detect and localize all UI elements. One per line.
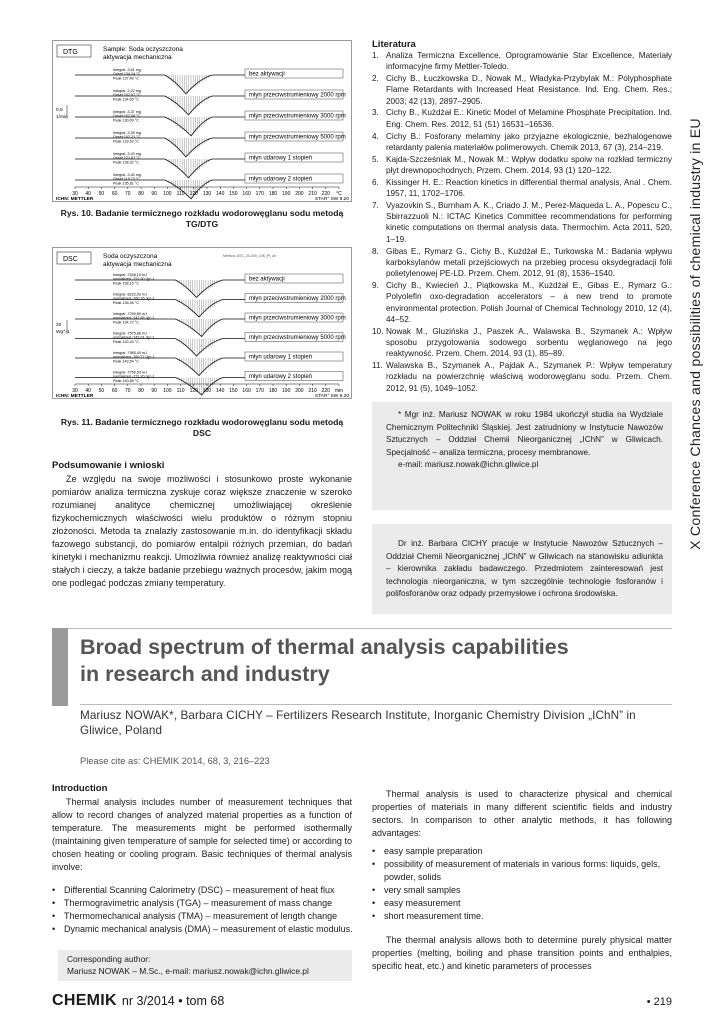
- technique-item-text: Differential Scanning Calorimetry (DSC) – measurement of heat flux: [64, 885, 335, 895]
- instrument-logo: ICHN: METTLER: [56, 394, 94, 399]
- x-tick-label: 100: [163, 191, 172, 197]
- annotation-peak: Peak 143,54 °C: [113, 359, 139, 364]
- advantage-item: [372, 845, 672, 858]
- literature-title: Literatura: [372, 39, 416, 50]
- advantage-item-text: very small samples: [384, 885, 461, 895]
- literature-list: [372, 50, 672, 394]
- x-tick-label: 60: [111, 388, 118, 394]
- software-label: STAR° SW 9.20: [314, 394, 349, 399]
- x-tick-label: 190: [282, 388, 291, 394]
- annotation-peak: Peak 140,89 °C: [113, 378, 139, 383]
- bio-nowak-text: * Mgr inż. Mariusz NOWAK w roku 1984 ukończył studia na Wydziale Chemicznym Politechniki Śląskiej. Jest zatrudniony w Instytucie Nawozów Sztucznych – Oddział Chemii Nieorganicznej „IChN” w Gliwicach. Specjalność – analiza termiczna, procesy membranowe.: [386, 410, 663, 457]
- annotation-integral: Integral -3,37 mg: [113, 110, 141, 114]
- reference-item: [372, 73, 672, 107]
- x-tick-label: 200: [295, 388, 304, 394]
- x-tick-label: 120: [189, 191, 198, 197]
- bullet-icon: •: [372, 846, 376, 856]
- annotation-onset: Onset 121,87 °C: [113, 156, 141, 161]
- bio-nowak: [372, 402, 672, 510]
- x-tick-label: 180: [268, 388, 278, 394]
- x-tick-label: 140: [216, 388, 225, 394]
- x-tick-label: 180: [268, 191, 278, 197]
- bullet-icon: •: [372, 911, 376, 921]
- annotation-normalized: normalized -760,77 Jg^-1: [113, 355, 155, 360]
- advantage-item: [372, 858, 672, 884]
- x-tick-label: °C: [336, 191, 342, 197]
- right-intro-text: Thermal analysis is used to characterize physical and chemical properties of materials in many different scientific fields and industry sectors. In comparison to other analytic methods, it has following advantages:: [372, 789, 672, 838]
- figure-11-caption: Rys. 11. Badanie termicznego rozkładu wodorowęglanu sodu metodą DSC: [60, 417, 344, 438]
- reference-number: 5.: [372, 154, 379, 164]
- advantages-list: [372, 845, 672, 923]
- reference-text: Gibas E., Rymarz G., Cichy B., Kużdżał E., Turkowska M.: Badania wpływu karboksylanów metali przejściowych na przebieg procesu oksydegradacji folii polietylenowej PE-LD. Przem. Chem. 2012, 91 (8), 1536–1540.: [386, 246, 672, 279]
- technique-item: [52, 910, 357, 923]
- english-title-block: [52, 628, 672, 706]
- annotation-onset: Onset 102,06 °C: [113, 114, 141, 119]
- title-accent-bar: [52, 628, 68, 706]
- row-label: młyn przeciwstrumieniowy 3000 rpm: [249, 315, 346, 322]
- reference-text: Walawska B., Szymanek A., Pajdak A., Szymanek P.: Wpływ temperatury rozkładu na powierzchnię właściwą wodorowęglanu sodu. Przem. Chem. 2012, 91 (5), 1049–1052.: [386, 361, 672, 393]
- reference-number: 8.: [372, 246, 379, 256]
- x-tick-label: 80: [138, 388, 144, 394]
- reference-item: [372, 154, 672, 177]
- x-tick-label: 110: [176, 388, 185, 394]
- footer-page-number: • 219: [646, 996, 672, 1008]
- bullet-icon: •: [52, 924, 56, 934]
- annotation-integral: Integral -3,61 mg: [113, 68, 141, 72]
- row-label: młyn udarowy 1 stopień: [249, 354, 313, 361]
- row-label: młyn przeciwstrumieniowy 3000 rpm: [249, 113, 346, 120]
- x-tick-label: 220: [321, 191, 330, 197]
- row-label: młyn udarowy 2 stopień: [249, 374, 313, 380]
- summary-text: Ze względu na swoje możliwości i stosunkowo proste wykonanie pomiarów analiza termiczna zyskuje coraz większe znaczenie w szeroko rozumianej analityce chemicznej umożliwiającej określenie fizykochemicznych właściwości wielu produktów o różnym stopniu złożoności. Metoda ta znalazły zastosowanie m.in. do identyfikacji składu fazowego substancji, do pomiarów entalpii różnych przemian, do badań kinetyki i mechanizmu reakcji. Umożliwia również analizę reaktywności ciał stałych i cieczy, a także badanie przebiegu ważnych procesów, jakim mogą one podlegać podczas zmiany temperatury.: [52, 474, 352, 588]
- reference-text: Kissinger H. E.: Reaction kinetics in differential thermal analysis, Anal . Chem. 1957, 11, 1702–1706.: [386, 177, 672, 199]
- side-banner-text: X Conference Chances and possibilities of chemical industry in EU: [688, 118, 704, 550]
- instrument-logo: ICHN: METTLER: [56, 197, 94, 202]
- x-tick-label: 190: [282, 191, 291, 197]
- advantage-item-text: short measurement time.: [384, 911, 484, 921]
- row-label: młyn udarowy 1 stopień: [249, 155, 313, 162]
- reference-number: 1.: [372, 51, 379, 60]
- technique-item-text: Thermomechanical analysis (TMA) – measurement of length change: [64, 911, 338, 921]
- sample-label-2: aktywacja mechaniczna: [103, 261, 172, 268]
- reference-number: 6.: [372, 177, 379, 187]
- x-tick-label: 150: [229, 191, 238, 197]
- footer-issue: nr 3/2014 • tom 68: [121, 994, 225, 1008]
- annotation-integral: Integral -7290,80 mJ: [113, 312, 147, 316]
- x-tick-label: 90: [151, 191, 157, 197]
- corresponding-author-title: Corresponding author:: [67, 954, 151, 964]
- y-axis-unit: 1/min: [56, 115, 68, 120]
- annotation-onset: Onset 102,31 °C: [113, 135, 141, 140]
- mode-label: DTG: [63, 49, 78, 56]
- advantage-item-text: possibility of measurement of materials in various forms: liquids, gels, powder, solids: [384, 859, 661, 882]
- bullet-icon: •: [52, 898, 56, 908]
- row-label: bez aktywacji: [249, 71, 285, 78]
- annotation-integral: Integral -3,40 mg: [113, 173, 141, 177]
- x-tick-label: 100: [163, 388, 172, 394]
- corresponding-author-text: Mariusz NOWAK – M.Sc., e-mail: mariusz.nowak@ichn.gliwice.pl: [67, 965, 309, 976]
- sample-label: Sample: Soda oczyszczona: [103, 46, 183, 53]
- annotation-peak: Peak 133,40 °C: [113, 339, 139, 344]
- x-tick-label: min: [334, 388, 344, 394]
- x-tick-label: 70: [125, 191, 131, 197]
- figure-tg-dtg: [52, 40, 352, 202]
- advantage-item: [372, 910, 672, 923]
- english-title: [80, 634, 569, 688]
- reference-item: [372, 177, 672, 200]
- dsc-chart: [53, 248, 352, 399]
- reference-number: 9.: [372, 280, 379, 290]
- x-tick-label: 130: [202, 191, 212, 197]
- row-label: młyn przeciwstrumieniowy 5000 rpm: [249, 335, 346, 341]
- x-tick-label: 130: [202, 388, 212, 394]
- reference-item: [372, 280, 672, 325]
- bullet-icon: •: [372, 859, 376, 869]
- advantage-item-text: easy sample preparation: [384, 846, 483, 856]
- x-tick-label: 110: [176, 191, 185, 197]
- techniques-list: [52, 884, 357, 936]
- technique-item-text: Dynamic mechanical analysis (DMA) – measurement of elastic modulus.: [64, 924, 353, 934]
- annotation-peak: Peak 134,72 °C: [113, 320, 139, 325]
- side-banner: [681, 34, 711, 634]
- footer-brand: CHEMIK: [52, 992, 117, 1009]
- annotation-peak: Peak 129,52 °C: [113, 139, 139, 144]
- annotation-peak: Peak 134,65 °C: [113, 97, 139, 102]
- reference-number: 3.: [372, 108, 379, 118]
- x-tick-label: 160: [242, 191, 251, 197]
- row-label: młyn udarowy 2 stopień: [249, 176, 313, 183]
- reference-item: [372, 131, 672, 154]
- reference-text: Cichy B., Łuczkowska D., Nowak M., Władyka-Przybylak M.: Polyphosphate Flame Retardants with Increased Heat Resistance. Ind. Eng. Chem. Res.; 2003; 42 (13), 2897–2905.: [386, 74, 672, 106]
- row-label: bez aktywacji: [249, 276, 285, 283]
- annotation-peak: Peak 130,09 °C: [113, 118, 139, 123]
- y-axis-unit: Wg^-1: [56, 330, 70, 335]
- reference-text: Nowak M., Gluzińska J., Paszek A., Walawska B., Szymanek A.: Wpływ sposobu przygotowania sodowego sorbentu węglanowego na jego reaktywność. Przem. Chem. 2014, 93 (1), 85–89.: [386, 326, 672, 359]
- x-tick-label: 70: [125, 388, 131, 394]
- reference-number: 2.: [372, 74, 379, 84]
- software-label: STAR° SW 9.20: [314, 197, 349, 202]
- x-tick-label: 40: [85, 191, 91, 197]
- bio-cichy-text: Dr inż. Barbara CICHY pracuje w Instytucie Nawozów Sztucznych – Oddział Chemii Nieorganicznej „IChN” w Gliwicach na stanowisku adiunkta – kierownika zakładu badawczego. Przedmiotem zainteresowań jest technologia nieorganiczna, w tym szczególnie technologie fosforanów i polifosforanów oraz odpady przemysłowe i ochrona środowiska.: [386, 539, 663, 598]
- x-tick-label: 220: [321, 388, 330, 394]
- english-title-line1: Broad spectrum of thermal analysis capabilities: [80, 635, 569, 659]
- bullet-icon: •: [372, 885, 376, 895]
- annotation-normalized: normalized -742,01 Jg^-1: [113, 335, 155, 340]
- summary-title: Podsumowanie i wnioski: [52, 460, 165, 471]
- x-tick-label: 160: [242, 388, 251, 394]
- row-label: młyn przeciwstrumieniowy 2000 rpm: [249, 92, 346, 99]
- x-tick-label: 30: [72, 388, 78, 394]
- divider-authors: [80, 704, 672, 705]
- reference-text: Analiza Termiczna Excellence, Oprogramowanie Star Excellence, Materiały informacyjne firmy Mettler-Toledo.: [386, 51, 672, 72]
- bullet-icon: •: [52, 885, 56, 895]
- figure-10-caption: Rys. 10. Badanie termicznego rozkładu wodorowęglanu sodu metodą TG/DTG: [60, 208, 344, 229]
- annotation-integral: Integral -3,43 mg: [113, 152, 141, 156]
- annotation-peak: Peak 137,49 °C: [113, 76, 139, 81]
- cite-as: Please cite as: CHEMIK 2014, 68, 3, 216–223: [80, 756, 270, 766]
- reference-item: [372, 200, 672, 245]
- right-text-continued: The thermal analysis allows both to determine purely physical matter properties (melting, boiling and phase transition points and enthalpies, specific heat, etc.) and kinetic parameters of processes: [372, 935, 672, 971]
- x-tick-label: 50: [98, 191, 105, 197]
- method-note: Method: DSC_20-300_10K_Pt_air: [223, 254, 277, 258]
- annotation-normalized: normalized -771,20 Jg^-1: [113, 374, 155, 379]
- annotation-integral: Integral -3,22 mg: [113, 89, 141, 93]
- annotation-normalized: normalized -791,60 Jg^-1: [113, 277, 155, 282]
- y-axis-top: 0,5: [56, 108, 63, 113]
- reference-item: [372, 107, 672, 130]
- x-tick-label: 210: [308, 191, 317, 197]
- reference-number: 11.: [372, 361, 383, 371]
- annotation-integral: Integral -7750,53 mJ: [113, 370, 147, 375]
- reference-text: Cichy B., Kwiecień J., Piątkowska M., Kużdżał E., Gibas E., Rymarz G.: Polyolefin oxo-degradation accelerators – a new trend to promote environmental protection. Polish Journal of Chemical Technology 2010, 12 (4), 44–52.: [386, 280, 672, 324]
- tg-dtg-chart: [53, 41, 352, 202]
- annotation-normalized: normalized -742,65 Jg^-1: [113, 316, 155, 321]
- sample-label-2: aktywacja mechaniczna: [103, 54, 172, 61]
- introduction-text: Thermal analysis includes number of measurement techniques that allow to record changes of analyzed material properties as a function of temperature. The measurements might be performed isothermally (maintaining given temperature of sample for selected time) or according to chosen heating or cooling program. Basic techniques of thermal analysis involve:: [52, 797, 352, 872]
- x-tick-label: 170: [255, 388, 264, 394]
- annotation-integral: Integral -7538,15 mJ: [113, 273, 147, 277]
- x-tick-label: 40: [85, 388, 91, 394]
- y-axis-top: 20: [56, 323, 62, 328]
- reference-item: [372, 360, 672, 394]
- advantage-item: [372, 884, 672, 897]
- row-label: młyn przeciwstrumieniowy 5000 rpm: [249, 134, 346, 141]
- annotation-onset: Onset 119,73 °C: [113, 177, 141, 182]
- reference-number: 10.: [372, 326, 384, 336]
- x-tick-label: 30: [72, 191, 78, 197]
- annotation-onset: Onset 134,24 °C: [113, 72, 141, 77]
- bullet-icon: •: [372, 898, 376, 908]
- introduction-title: Introduction: [52, 783, 108, 794]
- annotation-peak: Peak 135,81 °C: [113, 181, 139, 186]
- x-tick-label: 120: [189, 388, 198, 394]
- corresponding-author-box: [58, 950, 352, 981]
- annotation-peak: Peak 135,45 °C: [113, 300, 139, 305]
- x-tick-label: 170: [255, 191, 264, 197]
- x-tick-label: 60: [111, 191, 118, 197]
- authors: Mariusz NOWAK*, Barbara CICHY – Fertilizers Research Institute, Inorganic Chemistry Division „IChN” in Gliwice, Poland: [80, 709, 636, 737]
- x-tick-label: 90: [151, 388, 157, 394]
- x-tick-label: 200: [295, 191, 304, 197]
- mode-label: DSC: [63, 256, 78, 263]
- figure-dsc: [52, 247, 352, 399]
- annotation-normalized: normalized -760,76 Jg^-1: [113, 296, 155, 301]
- x-tick-label: 210: [308, 388, 317, 394]
- x-tick-label: 150: [229, 388, 238, 394]
- technique-item: [52, 884, 357, 897]
- technique-item: [52, 923, 357, 936]
- annotation-integral: Integral -3,39 mg: [113, 131, 141, 135]
- annotation-peak: Peak 158,15 °C: [113, 281, 139, 286]
- reference-item: [372, 246, 672, 280]
- reference-text: Kajda-Szcześniak M., Nowak M.: Wpływ dodatku spoiw na rozkład termiczny płyt drewnopochodnych, Przem. Chem. 2014, 93 (1) 120–122.: [386, 154, 672, 175]
- reference-number: 7.: [372, 200, 379, 210]
- annotation-peak: Peak 138,32 °C: [113, 160, 139, 165]
- advantage-item: [372, 897, 672, 910]
- footer-left: [52, 992, 224, 1010]
- bio-cichy: [372, 524, 672, 614]
- sample-label: Soda oczyszczona: [103, 253, 158, 260]
- reference-text: Cichy B.: Fosforany melaminy jako przyjazne ekologicznie, bezhalogenowe retardanty palenia materiałów polimerowych. Chemik 2013, 67 (3), 214–219.: [386, 131, 672, 152]
- x-tick-label: 140: [216, 191, 225, 197]
- annotation-integral: Integral -8222,93 mJ: [113, 292, 147, 297]
- technique-item-text: Thermogravimetric analysis (TGA) – measurement of mass change: [64, 898, 333, 908]
- reference-text: Vyazovkin S., Burnham A. K., Criado J. M., Perez-Maqueda L. A., Popescu C., Sbirrazzuoli N.: ICTAC Kinetics Committee recommendations for performing kinetic computations on thermal analysis data. Thermochim. Acta 2011, 520, 1–19.: [386, 200, 672, 244]
- reference-text: Cichy B., Kużdżał E.: Kinetic Model of Melamine Phosphate Precipitation. Ind. Eng. Chem. Res. 2012, 51 (51) 16531–16536.: [386, 108, 672, 129]
- annotation-integral: Integral -7980,40 mJ: [113, 351, 147, 355]
- english-title-line2: in research and industry: [80, 662, 330, 686]
- technique-item: [52, 897, 357, 910]
- reference-item: [372, 326, 672, 360]
- reference-item: [372, 50, 672, 73]
- annotation-integral: Integral -7575,88 mJ: [113, 331, 147, 336]
- bullet-icon: •: [52, 911, 56, 921]
- x-tick-label: 50: [98, 388, 105, 394]
- bio-nowak-email: e-mail: mariusz.nowak@ichn.gliwice.pl: [398, 460, 539, 469]
- advantage-item-text: easy measurement: [384, 898, 461, 908]
- reference-number: 4.: [372, 131, 379, 141]
- annotation-onset: Onset 102,67 °C: [113, 93, 141, 98]
- x-tick-label: 80: [138, 191, 144, 197]
- row-label: młyn przeciwstrumieniowy 2000 rpm: [249, 296, 346, 302]
